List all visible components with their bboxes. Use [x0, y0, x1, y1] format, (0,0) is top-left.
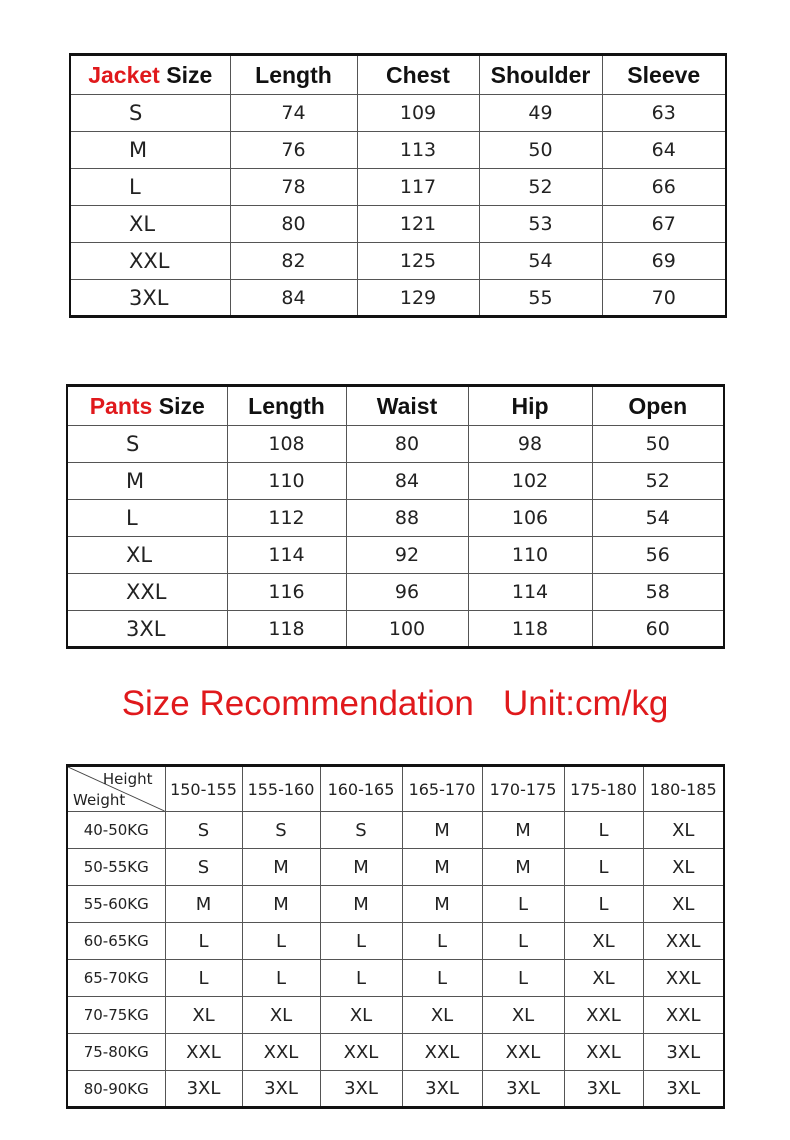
weight-range-label: 65-70KG [67, 960, 165, 997]
jacket-value-cell: 82 [230, 243, 357, 280]
weight-range-label: 75-80KG [67, 1034, 165, 1071]
pants-size-label: M [67, 463, 227, 500]
recommended-size-cell: L [482, 923, 564, 960]
height-weight-corner-cell [67, 766, 165, 812]
jacket-row [70, 280, 726, 317]
pants-value-cell: 50 [592, 426, 724, 463]
recommended-size-cell: XXL [402, 1034, 482, 1071]
recommended-size-cell: 3XL [564, 1071, 643, 1108]
recommended-size-cell: 3XL [643, 1071, 724, 1108]
jacket-size-label: XL [70, 206, 230, 243]
jacket-value-cell: 78 [230, 169, 357, 206]
recommended-size-cell: M [242, 886, 320, 923]
pants-value-cell: 102 [468, 463, 592, 500]
recommended-size-cell: M [402, 812, 482, 849]
size-recommendation-title: Size Recommendation Unit:cm/kg [121, 684, 669, 723]
jacket-value-cell: 121 [357, 206, 479, 243]
recommended-size-cell: 3XL [320, 1071, 402, 1108]
pants-value-cell: 116 [227, 574, 346, 611]
pants-value-cell: 80 [346, 426, 468, 463]
pants-size-label: XXL [67, 574, 227, 611]
recommended-size-cell: XXL [643, 923, 724, 960]
recommended-size-cell: XXL [643, 960, 724, 997]
corner-height-label: Height [102, 770, 153, 788]
size-recommendation-table [66, 764, 725, 1109]
recommended-size-cell: 3XL [242, 1071, 320, 1108]
jacket-row [70, 169, 726, 206]
corner-weight-label: Weight [73, 791, 126, 809]
jacket-value-cell: 64 [602, 132, 726, 169]
recommendation-row [67, 923, 724, 960]
pants-col-open: Open [592, 386, 724, 426]
recommended-size-cell: XXL [643, 997, 724, 1034]
pants-value-cell: 52 [592, 463, 724, 500]
recommended-size-cell: S [165, 812, 242, 849]
jacket-size-label: S [70, 95, 230, 132]
recommended-size-cell: M [242, 849, 320, 886]
recommendation-row [67, 1071, 724, 1108]
jacket-value-cell: 113 [357, 132, 479, 169]
pants-table-body [67, 426, 724, 648]
jacket-value-cell: 69 [602, 243, 726, 280]
pants-size-header [67, 386, 227, 426]
pants-value-cell: 96 [346, 574, 468, 611]
jacket-value-cell: 52 [479, 169, 602, 206]
recommendation-row [67, 997, 724, 1034]
recommended-size-cell: XL [165, 997, 242, 1034]
weight-range-label: 55-60KG [67, 886, 165, 923]
recommended-size-cell: L [320, 960, 402, 997]
recommended-size-cell: L [564, 849, 643, 886]
recommended-size-cell: M [320, 849, 402, 886]
recommended-size-cell: XXL [165, 1034, 242, 1071]
recommended-size-cell: L [482, 960, 564, 997]
recommended-size-cell: L [402, 960, 482, 997]
recommended-size-cell: XXL [482, 1034, 564, 1071]
weight-range-label: 50-55KG [67, 849, 165, 886]
jacket-value-cell: 63 [602, 95, 726, 132]
recommended-size-cell: L [564, 812, 643, 849]
jacket-col-length: Length [230, 55, 357, 95]
jacket-value-cell: 109 [357, 95, 479, 132]
jacket-size-table [69, 53, 727, 318]
jacket-row [70, 132, 726, 169]
recommended-size-cell: L [402, 923, 482, 960]
recommended-size-cell: L [482, 886, 564, 923]
pants-size-table [66, 384, 725, 649]
jacket-value-cell: 84 [230, 280, 357, 317]
recommended-size-cell: S [320, 812, 402, 849]
recommended-size-cell: 3XL [402, 1071, 482, 1108]
jacket-title-word: Jacket [88, 61, 160, 88]
pants-value-cell: 84 [346, 463, 468, 500]
jacket-col-sleeve: Sleeve [602, 55, 726, 95]
recommendation-row [67, 886, 724, 923]
recommended-size-cell: XL [564, 923, 643, 960]
pants-value-cell: 114 [468, 574, 592, 611]
jacket-value-cell: 129 [357, 280, 479, 317]
recommended-size-cell: XL [402, 997, 482, 1034]
pants-value-cell: 110 [227, 463, 346, 500]
pants-value-cell: 110 [468, 537, 592, 574]
jacket-row [70, 95, 726, 132]
jacket-value-cell: 125 [357, 243, 479, 280]
pants-row [67, 500, 724, 537]
recommended-size-cell: L [242, 960, 320, 997]
pants-value-cell: 88 [346, 500, 468, 537]
pants-size-label: S [67, 426, 227, 463]
recommendation-table-body [67, 812, 724, 1108]
jacket-size-label: 3XL [70, 280, 230, 317]
pants-row [67, 574, 724, 611]
recommended-size-cell: XL [242, 997, 320, 1034]
recommendation-row [67, 849, 724, 886]
pants-value-cell: 92 [346, 537, 468, 574]
pants-value-cell: 106 [468, 500, 592, 537]
recommended-size-cell: 3XL [165, 1071, 242, 1108]
pants-col-hip: Hip [468, 386, 592, 426]
jacket-col-shoulder: Shoulder [479, 55, 602, 95]
recommended-size-cell: XXL [242, 1034, 320, 1071]
recommended-size-cell: M [482, 812, 564, 849]
weight-range-label: 40-50KG [67, 812, 165, 849]
jacket-value-cell: 54 [479, 243, 602, 280]
jacket-size-header [70, 55, 230, 95]
weight-range-label: 60-65KG [67, 923, 165, 960]
jacket-size-label: XXL [70, 243, 230, 280]
recommended-size-cell: M [482, 849, 564, 886]
pants-row [67, 426, 724, 463]
recommendation-row [67, 1034, 724, 1071]
jacket-value-cell: 80 [230, 206, 357, 243]
recommended-size-cell: S [165, 849, 242, 886]
jacket-size-label: M [70, 132, 230, 169]
jacket-value-cell: 49 [479, 95, 602, 132]
pants-value-cell: 112 [227, 500, 346, 537]
weight-range-label: 70-75KG [67, 997, 165, 1034]
recommended-size-cell: L [165, 960, 242, 997]
pants-value-cell: 56 [592, 537, 724, 574]
jacket-row [70, 206, 726, 243]
recommended-size-cell: M [320, 886, 402, 923]
recommended-size-cell: M [402, 886, 482, 923]
recommended-size-cell: XL [643, 812, 724, 849]
recommended-size-cell: L [242, 923, 320, 960]
recommended-size-cell: S [242, 812, 320, 849]
recommendation-row [67, 960, 724, 997]
recommended-size-cell: 3XL [482, 1071, 564, 1108]
jacket-value-cell: 50 [479, 132, 602, 169]
jacket-table-body [70, 95, 726, 317]
height-range-header: 175-180 [564, 766, 643, 812]
recommended-size-cell: XL [320, 997, 402, 1034]
recommended-size-cell: L [564, 886, 643, 923]
recommended-size-cell: XXL [564, 997, 643, 1034]
recommended-size-cell: M [402, 849, 482, 886]
jacket-value-cell: 53 [479, 206, 602, 243]
recommended-size-cell: 3XL [643, 1034, 724, 1071]
jacket-value-cell: 117 [357, 169, 479, 206]
height-range-header: 165-170 [402, 766, 482, 812]
jacket-col-chest: Chest [357, 55, 479, 95]
recommended-size-cell: XL [482, 997, 564, 1034]
recommended-size-cell: L [165, 923, 242, 960]
jacket-value-cell: 67 [602, 206, 726, 243]
pants-value-cell: 118 [468, 611, 592, 648]
jacket-size-word: Size [159, 61, 213, 88]
pants-row [67, 611, 724, 648]
recommended-size-cell: XL [643, 849, 724, 886]
pants-value-cell: 98 [468, 426, 592, 463]
jacket-value-cell: 70 [602, 280, 726, 317]
pants-value-cell: 54 [592, 500, 724, 537]
jacket-value-cell: 74 [230, 95, 357, 132]
pants-value-cell: 108 [227, 426, 346, 463]
height-range-header: 160-165 [320, 766, 402, 812]
pants-size-word: Size [152, 392, 205, 419]
jacket-row [70, 243, 726, 280]
pants-value-cell: 118 [227, 611, 346, 648]
pants-col-waist: Waist [346, 386, 468, 426]
weight-range-label: 80-90KG [67, 1071, 165, 1108]
pants-size-label: XL [67, 537, 227, 574]
jacket-value-cell: 76 [230, 132, 357, 169]
recommended-size-cell: XXL [564, 1034, 643, 1071]
jacket-value-cell: 55 [479, 280, 602, 317]
pants-row [67, 463, 724, 500]
recommended-size-cell: XL [564, 960, 643, 997]
pants-value-cell: 100 [346, 611, 468, 648]
pants-size-label: L [67, 500, 227, 537]
pants-row [67, 537, 724, 574]
recommended-size-cell: XL [643, 886, 724, 923]
pants-title-word: Pants [89, 392, 153, 419]
recommendation-row [67, 812, 724, 849]
recommendation-header-row [67, 766, 724, 812]
height-range-header: 150-155 [165, 766, 242, 812]
pants-col-length: Length [227, 386, 346, 426]
height-range-header: 180-185 [643, 766, 724, 812]
pants-value-cell: 114 [227, 537, 346, 574]
pants-size-label: 3XL [67, 611, 227, 648]
recommended-size-cell: M [165, 886, 242, 923]
pants-value-cell: 58 [592, 574, 724, 611]
height-range-header: 170-175 [482, 766, 564, 812]
height-range-header: 155-160 [242, 766, 320, 812]
jacket-size-label: L [70, 169, 230, 206]
pants-value-cell: 60 [592, 611, 724, 648]
recommended-size-cell: XXL [320, 1034, 402, 1071]
jacket-value-cell: 66 [602, 169, 726, 206]
recommended-size-cell: L [320, 923, 402, 960]
